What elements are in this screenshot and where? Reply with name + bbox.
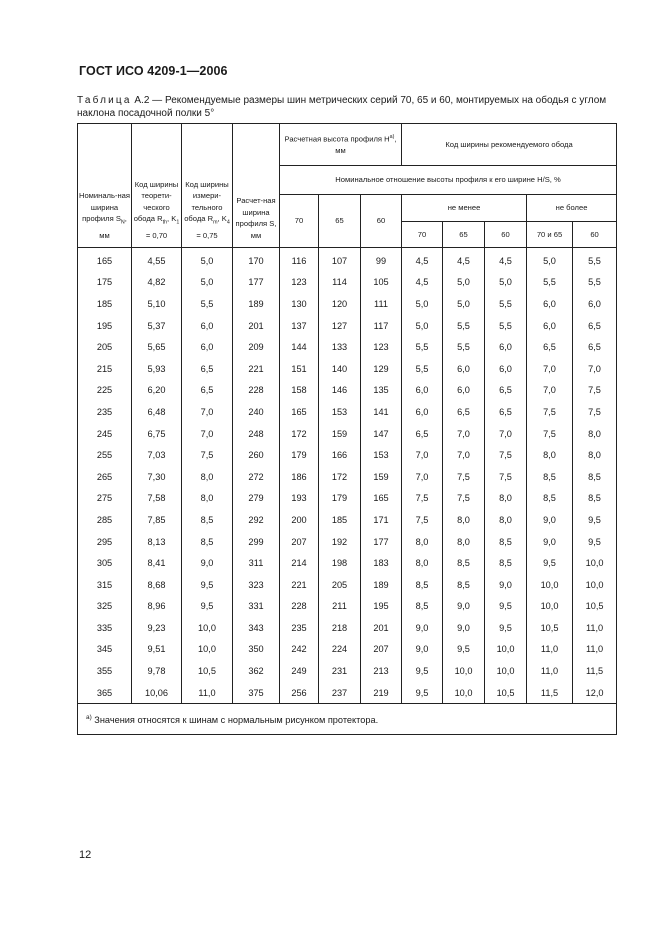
table-cell: 10,06: [132, 682, 182, 704]
table-row: [78, 315, 617, 337]
table-cell: 8,5: [402, 574, 443, 596]
table-cell: 141: [361, 401, 402, 423]
table-cell: 11,0: [527, 660, 573, 682]
table-row: [78, 617, 617, 639]
table-cell: 9,0: [443, 617, 485, 639]
table-cell: 114: [319, 272, 361, 294]
table-row: [78, 660, 617, 682]
table-cell: 6,5: [485, 401, 527, 423]
table-body: [78, 248, 617, 704]
col-not-more: не более: [527, 195, 617, 222]
table-cell: 8,0: [402, 552, 443, 574]
table-cell: 7,0: [182, 401, 233, 423]
table-cell: 8,0: [485, 509, 527, 531]
table-cell: 6,48: [132, 401, 182, 423]
table-cell: 8,5: [573, 488, 617, 510]
table-cell: 6,5: [402, 423, 443, 445]
table-cell: 231: [319, 660, 361, 682]
table-cell: 256: [280, 682, 319, 704]
table-cell: 228: [280, 596, 319, 618]
table-cell: 7,5: [443, 488, 485, 510]
table-cell: 228: [233, 380, 280, 402]
table-cell: 7,5: [402, 509, 443, 531]
table-cell: 10,0: [443, 682, 485, 704]
table-cell: 12,0: [573, 682, 617, 704]
table-cell: 215: [78, 358, 132, 380]
table-cell: 11,5: [573, 660, 617, 682]
table-cell: 5,5: [485, 293, 527, 315]
table-cell: 5,37: [132, 315, 182, 337]
table-cell: 218: [319, 617, 361, 639]
table-cell: 7,5: [485, 444, 527, 466]
table-cell: 345: [78, 639, 132, 661]
table-cell: 8,0: [485, 488, 527, 510]
col-max-60: 60: [573, 222, 617, 248]
table-row: [78, 401, 617, 423]
table-cell: 7,5: [402, 488, 443, 510]
table-cell: 8,5: [527, 488, 573, 510]
table-cell: 9,5: [485, 596, 527, 618]
table-cell: 9,0: [402, 639, 443, 661]
table-row: [78, 596, 617, 618]
table-cell: 311: [233, 552, 280, 574]
table-cell: 10,0: [573, 574, 617, 596]
table-cell: 159: [319, 423, 361, 445]
table-cell: 207: [361, 639, 402, 661]
table-cell: 7,5: [182, 444, 233, 466]
table-cell: 6,5: [182, 358, 233, 380]
table-cell: 6,0: [573, 293, 617, 315]
table-cell: 205: [319, 574, 361, 596]
table-cell: 116: [280, 248, 319, 272]
table-cell: 8,5: [182, 531, 233, 553]
table-cell: 6,0: [443, 380, 485, 402]
table-cell: 7,5: [573, 380, 617, 402]
table-cell: 120: [319, 293, 361, 315]
table-cell: 6,0: [527, 293, 573, 315]
table-cell: 165: [78, 248, 132, 272]
table-row: [78, 336, 617, 358]
table-cell: 107: [319, 248, 361, 272]
table-cell: 185: [319, 509, 361, 531]
table-cell: 299: [233, 531, 280, 553]
table-cell: 8,0: [573, 444, 617, 466]
table-cell: 7,0: [402, 444, 443, 466]
table-footnote: $^{а)}$ Значения относятся к шинам с нормальным рисунком протектора.: [78, 704, 617, 735]
table-cell: 8,0: [573, 423, 617, 445]
table-cell: 166: [319, 444, 361, 466]
col-min-65: 65: [443, 222, 485, 248]
table-cell: 9,5: [527, 552, 573, 574]
table-cell: 6,0: [182, 315, 233, 337]
table-cell: 245: [78, 423, 132, 445]
col-calc-height: Расчетная высота профиля $H^{а)}$, мм: [280, 124, 402, 166]
table-cell: 209: [233, 336, 280, 358]
table-row: [78, 552, 617, 574]
table-cell: 177: [361, 531, 402, 553]
table-cell: 6,5: [182, 380, 233, 402]
table-cell: 235: [78, 401, 132, 423]
table-cell: 242: [280, 639, 319, 661]
table-cell: 275: [78, 488, 132, 510]
table-cell: 5,5: [443, 336, 485, 358]
table-cell: 7,0: [402, 466, 443, 488]
table-cell: 183: [361, 552, 402, 574]
col-not-less: не менее: [402, 195, 527, 222]
table-cell: 146: [319, 380, 361, 402]
col-calc-width: Расчет-ная ширина профиля S, мм: [233, 124, 280, 248]
table-cell: 9,0: [485, 574, 527, 596]
table-cell: 260: [233, 444, 280, 466]
table-cell: 5,65: [132, 336, 182, 358]
table-cell: 189: [233, 293, 280, 315]
table-cell: 201: [233, 315, 280, 337]
table-cell: 127: [319, 315, 361, 337]
table-cell: 8,0: [443, 509, 485, 531]
table-cell: 292: [233, 509, 280, 531]
document-header: ГОСТ ИСО 4209-1—2006: [79, 64, 228, 78]
table-cell: 165: [280, 401, 319, 423]
caption-text: А.2 — Рекомендуемые размеры шин метрических серий 70, 65 и 60, монтируемых на ободья с углом наклона посадочной полки 5°: [77, 95, 607, 119]
table-row: [78, 466, 617, 488]
table-cell: 331: [233, 596, 280, 618]
table-cell: 6,0: [527, 315, 573, 337]
table-cell: 9,5: [573, 531, 617, 553]
table-cell: 4,5: [402, 248, 443, 272]
table-cell: 213: [361, 660, 402, 682]
table-cell: 159: [361, 466, 402, 488]
table-cell: 9,5: [443, 639, 485, 661]
table-cell: 7,0: [443, 444, 485, 466]
col-rim-code: Код ширины рекомендуемого обода: [402, 124, 617, 166]
table-cell: 255: [78, 444, 132, 466]
table-cell: 6,0: [402, 401, 443, 423]
table-cell: 5,5: [402, 336, 443, 358]
table-cell: 315: [78, 574, 132, 596]
table-cell: 362: [233, 660, 280, 682]
table-cell: 172: [319, 466, 361, 488]
table-cell: 6,5: [527, 336, 573, 358]
col-rim-theoretical: Код ширины теорети-ческого обода $R_{th}$, $K_1 = 0,70$: [132, 124, 182, 248]
table-row: [78, 531, 617, 553]
table-cell: 9,78: [132, 660, 182, 682]
table-cell: 5,5: [527, 272, 573, 294]
table-row: [78, 248, 617, 272]
table-cell: 8,0: [402, 531, 443, 553]
table-cell: 355: [78, 660, 132, 682]
table-cell: 10,0: [182, 639, 233, 661]
table-cell: 137: [280, 315, 319, 337]
table-cell: 235: [280, 617, 319, 639]
table-cell: 224: [319, 639, 361, 661]
table-cell: 201: [361, 617, 402, 639]
table-cell: 6,5: [443, 401, 485, 423]
table-cell: 5,5: [573, 272, 617, 294]
table-row: [78, 574, 617, 596]
table-cell: 265: [78, 466, 132, 488]
table-cell: 225: [78, 380, 132, 402]
table-cell: 6,5: [485, 380, 527, 402]
table-cell: 117: [361, 315, 402, 337]
table-cell: 7,5: [573, 401, 617, 423]
table-row: [78, 682, 617, 704]
table-cell: 7,0: [573, 358, 617, 380]
table-cell: 205: [78, 336, 132, 358]
table-cell: 6,0: [485, 336, 527, 358]
table-cell: 305: [78, 552, 132, 574]
table-cell: 7,0: [443, 423, 485, 445]
table-cell: 6,5: [573, 315, 617, 337]
caption-lead: Таблица: [77, 95, 132, 106]
table-cell: 123: [361, 336, 402, 358]
table-cell: 8,0: [182, 466, 233, 488]
page-number: 12: [79, 849, 92, 861]
col-ratio: Номинальное отношение высоты профиля к его ширине H/S, %: [280, 166, 617, 195]
table-cell: 9,0: [527, 509, 573, 531]
table-cell: 172: [280, 423, 319, 445]
table-cell: 4,5: [485, 248, 527, 272]
table-cell: 7,5: [443, 466, 485, 488]
table-cell: 195: [361, 596, 402, 618]
table-cell: 8,0: [443, 531, 485, 553]
table-cell: 335: [78, 617, 132, 639]
table-cell: 5,0: [402, 293, 443, 315]
table-cell: 5,5: [573, 248, 617, 272]
table-cell: 9,51: [132, 639, 182, 661]
table-cell: 9,5: [402, 660, 443, 682]
table-cell: 186: [280, 466, 319, 488]
table-cell: 9,0: [402, 617, 443, 639]
table-cell: 11,0: [527, 639, 573, 661]
table-row: [78, 488, 617, 510]
table-cell: 192: [319, 531, 361, 553]
table-cell: 10,0: [573, 552, 617, 574]
table-cell: 8,5: [573, 466, 617, 488]
table-cell: 7,0: [485, 423, 527, 445]
col-max-70-65: 70 и 65: [527, 222, 573, 248]
table-cell: 6,75: [132, 423, 182, 445]
table-cell: 8,5: [443, 552, 485, 574]
table-cell: 130: [280, 293, 319, 315]
table-cell: 279: [233, 488, 280, 510]
table-cell: 7,5: [527, 401, 573, 423]
table-cell: 133: [319, 336, 361, 358]
table-cell: 8,68: [132, 574, 182, 596]
table-cell: 9,0: [527, 531, 573, 553]
table-row: [78, 272, 617, 294]
table-cell: 5,5: [182, 293, 233, 315]
table-cell: 211: [319, 596, 361, 618]
col-nominal-width: Номиналь-ная ширина профиля $S_N$, мм: [78, 124, 132, 248]
table-cell: 11,0: [182, 682, 233, 704]
table-cell: 6,0: [443, 358, 485, 380]
table-cell: 4,5: [402, 272, 443, 294]
table-cell: 153: [361, 444, 402, 466]
table-cell: 8,5: [527, 466, 573, 488]
table-cell: 8,5: [443, 574, 485, 596]
table-cell: 237: [319, 682, 361, 704]
table-row: [78, 509, 617, 531]
table-cell: 5,0: [485, 272, 527, 294]
table-cell: 158: [280, 380, 319, 402]
table-cell: 9,5: [485, 617, 527, 639]
table-cell: 285: [78, 509, 132, 531]
table-cell: 193: [280, 488, 319, 510]
table-cell: 198: [319, 552, 361, 574]
table-cell: 195: [78, 315, 132, 337]
table-cell: 11,0: [573, 617, 617, 639]
col-min-60: 60: [485, 222, 527, 248]
table-cell: 151: [280, 358, 319, 380]
table-cell: 8,13: [132, 531, 182, 553]
table-cell: 7,0: [182, 423, 233, 445]
table-cell: 129: [361, 358, 402, 380]
table-cell: 8,96: [132, 596, 182, 618]
table-cell: 200: [280, 509, 319, 531]
table-cell: 10,5: [182, 660, 233, 682]
table-cell: 365: [78, 682, 132, 704]
table-cell: 11,5: [527, 682, 573, 704]
table-cell: 9,0: [443, 596, 485, 618]
table-cell: 5,0: [527, 248, 573, 272]
table-cell: 170: [233, 248, 280, 272]
table-cell: 5,5: [485, 315, 527, 337]
table-cell: 343: [233, 617, 280, 639]
table-cell: 10,0: [485, 639, 527, 661]
table-cell: 179: [319, 488, 361, 510]
table-cell: 375: [233, 682, 280, 704]
table-cell: 5,93: [132, 358, 182, 380]
table-cell: 8,0: [182, 488, 233, 510]
table-cell: 6,0: [182, 336, 233, 358]
table-cell: 6,20: [132, 380, 182, 402]
table-cell: 7,85: [132, 509, 182, 531]
table-cell: 350: [233, 639, 280, 661]
table-cell: 7,5: [527, 423, 573, 445]
table-row: [78, 444, 617, 466]
table-cell: 5,0: [182, 248, 233, 272]
table-cell: 240: [233, 401, 280, 423]
table-row: [78, 293, 617, 315]
table-cell: 99: [361, 248, 402, 272]
table-cell: 140: [319, 358, 361, 380]
table-cell: 219: [361, 682, 402, 704]
table-cell: 5,0: [182, 272, 233, 294]
table-row: [78, 423, 617, 445]
table-cell: 9,5: [402, 682, 443, 704]
table-caption: [77, 95, 617, 120]
table-cell: 175: [78, 272, 132, 294]
table-cell: 135: [361, 380, 402, 402]
table-cell: 11,0: [573, 639, 617, 661]
table-cell: 10,0: [443, 660, 485, 682]
table-row: [78, 358, 617, 380]
table-cell: 4,82: [132, 272, 182, 294]
table-cell: 4,5: [443, 248, 485, 272]
table-cell: 221: [280, 574, 319, 596]
table-cell: 189: [361, 574, 402, 596]
table-cell: 10,5: [573, 596, 617, 618]
table-cell: 9,23: [132, 617, 182, 639]
table-cell: 9,5: [573, 509, 617, 531]
table-cell: 8,5: [402, 596, 443, 618]
table-cell: 7,58: [132, 488, 182, 510]
table-cell: 221: [233, 358, 280, 380]
col-height-65: 65: [319, 195, 361, 248]
table-cell: 5,10: [132, 293, 182, 315]
table-cell: 9,5: [182, 596, 233, 618]
table-cell: 10,0: [527, 596, 573, 618]
table-cell: 147: [361, 423, 402, 445]
table-cell: 7,30: [132, 466, 182, 488]
table-cell: 185: [78, 293, 132, 315]
col-height-70: 70: [280, 195, 319, 248]
table-cell: 7,0: [527, 380, 573, 402]
table-cell: 123: [280, 272, 319, 294]
table-cell: 5,0: [402, 315, 443, 337]
table-cell: 5,5: [443, 315, 485, 337]
table-row: [78, 380, 617, 402]
table-cell: 207: [280, 531, 319, 553]
table-cell: 249: [280, 660, 319, 682]
table-cell: 5,5: [402, 358, 443, 380]
table-cell: 6,0: [485, 358, 527, 380]
table-cell: 9,0: [182, 552, 233, 574]
table-cell: 144: [280, 336, 319, 358]
table-cell: 5,0: [443, 293, 485, 315]
table-cell: 272: [233, 466, 280, 488]
table-cell: 111: [361, 293, 402, 315]
table-cell: 171: [361, 509, 402, 531]
tire-size-table: [77, 123, 617, 735]
table-row: [78, 639, 617, 661]
table-cell: 10,0: [485, 660, 527, 682]
table-cell: 8,0: [527, 444, 573, 466]
col-rim-measuring: Код ширины измери-тельного обода $R_m$, $K_4 = 0,75$: [182, 124, 233, 248]
col-height-60: 60: [361, 195, 402, 248]
table-cell: 10,5: [485, 682, 527, 704]
table-cell: 10,0: [182, 617, 233, 639]
table-cell: 105: [361, 272, 402, 294]
table-cell: 10,5: [527, 617, 573, 639]
table-cell: 8,5: [485, 531, 527, 553]
table-cell: 295: [78, 531, 132, 553]
table-cell: 177: [233, 272, 280, 294]
table-cell: 248: [233, 423, 280, 445]
table-cell: 6,0: [402, 380, 443, 402]
table-cell: 214: [280, 552, 319, 574]
table-cell: 8,41: [132, 552, 182, 574]
table-cell: 7,0: [527, 358, 573, 380]
table-cell: 4,55: [132, 248, 182, 272]
table-cell: 153: [319, 401, 361, 423]
table-cell: 7,03: [132, 444, 182, 466]
col-min-70: 70: [402, 222, 443, 248]
table-cell: 5,0: [443, 272, 485, 294]
table-cell: 8,5: [485, 552, 527, 574]
table-cell: 10,0: [527, 574, 573, 596]
table-cell: 7,5: [485, 466, 527, 488]
table-cell: 9,5: [182, 574, 233, 596]
table-cell: 325: [78, 596, 132, 618]
table-cell: 323: [233, 574, 280, 596]
table-cell: 8,5: [182, 509, 233, 531]
table-cell: 179: [280, 444, 319, 466]
table-cell: 6,5: [573, 336, 617, 358]
table-cell: 165: [361, 488, 402, 510]
